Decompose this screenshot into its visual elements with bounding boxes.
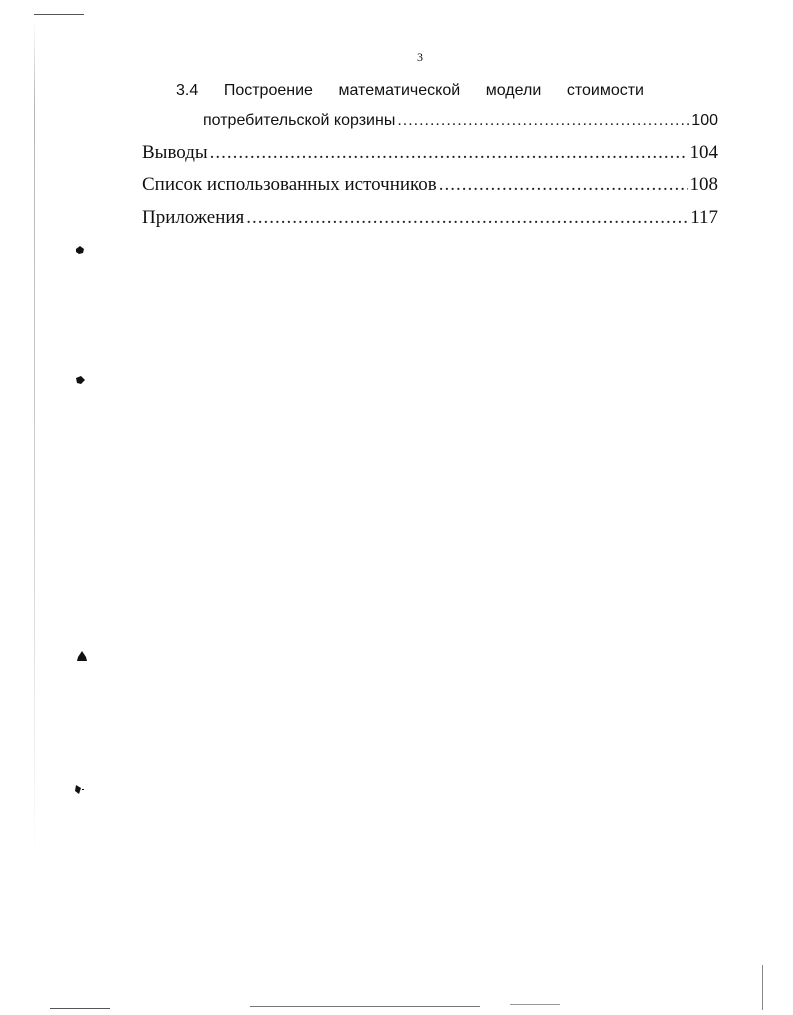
punch-mark-1 bbox=[74, 244, 86, 256]
toc-entry-page: 117 bbox=[690, 207, 718, 228]
punch-mark-4 bbox=[73, 783, 85, 795]
punch-mark-2 bbox=[74, 374, 86, 386]
scan-artifact-left-edge bbox=[34, 20, 35, 860]
toc-entry-page: 100 bbox=[691, 112, 718, 129]
toc-entry-label: Список использованных источников bbox=[142, 174, 437, 195]
scan-artifact-bottom-1 bbox=[50, 1008, 110, 1009]
toc-entry-3-4-word: математической bbox=[338, 82, 461, 99]
toc-dot-leader bbox=[397, 112, 689, 130]
scan-artifact-top-left bbox=[34, 14, 84, 15]
toc-entry-page: 104 bbox=[689, 142, 718, 163]
toc-entry-label: Выводы bbox=[142, 142, 208, 163]
punch-mark-3 bbox=[76, 650, 88, 662]
toc-entry-label: потребительской корзины bbox=[203, 112, 396, 129]
scan-artifact-right-edge bbox=[762, 965, 763, 1010]
scan-artifact-bottom-2 bbox=[250, 1006, 480, 1007]
toc-entry-3-4-number: 3.4 bbox=[176, 82, 199, 99]
toc-entry-3-4-word: Построение bbox=[223, 82, 313, 99]
toc-entry-references bbox=[142, 174, 718, 196]
toc-entry-3-4-continuation bbox=[203, 112, 718, 130]
toc-entry-page: 108 bbox=[689, 174, 718, 195]
toc-entry-3-4-heading bbox=[176, 82, 644, 100]
toc-entry-label: Приложения bbox=[142, 207, 245, 228]
toc-entry-appendices bbox=[142, 207, 718, 229]
page-number: 3 bbox=[417, 50, 423, 64]
toc-dot-leader bbox=[210, 142, 688, 164]
toc-entry-conclusions bbox=[142, 142, 718, 164]
toc-entry-3-4-word: стоимости bbox=[566, 82, 644, 99]
toc-dot-leader bbox=[246, 207, 688, 229]
toc-dot-leader bbox=[439, 174, 688, 196]
toc-entry-3-4-word: модели bbox=[485, 82, 542, 99]
scan-artifact-bottom-3 bbox=[510, 1004, 560, 1005]
